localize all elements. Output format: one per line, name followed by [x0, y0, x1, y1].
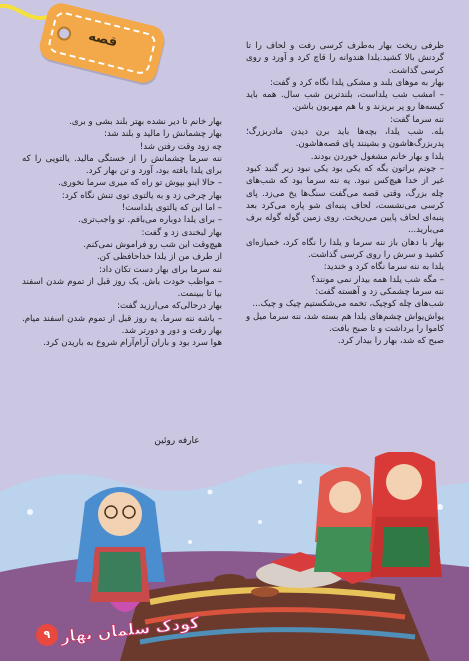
girl-figure-1 [314, 467, 376, 572]
tag-title: قصه [86, 28, 119, 51]
page-number-badge: ۹ [36, 624, 58, 646]
story-text-left-column: بهار خانم تا دیر نشده بهتر بلند بشی و بری. بهار چشمانش را مالید و بلند شد: چه زود وقت رفتن شد! ننه سرما چشمانش را از خستگی مالید. یالتویی را که برای یلدا بافته بود، آورد و تن بهار کرد. – حالا اینو بپوش تو راه که میری سرما نخوری. بهار چرخی زد و به یالتوی توی تنش نگاه کرد: – اما این که یالتوی یلداست! – برای یلدا دوباره می‌بافم. تو واجب‌تری. بهار لبخندی زد و گفت: هیچ‌وقت این شب رو فراموش نمی‌کنم. از طرف من از یلدا خداحافظی کن. ننه سرما برای بهار دست تکان داد: – مواظب خودت باش. یک روز قبل از تموم شدن اسفند بیا تا ببینمت. بهار درحالی‌که می‌ارزید گفت: – باشه ننه سرما. یه روز قبل از تموم شدن اسفند میام. بهار رفت و دور و دورتر شد. هوا سرد بود و باران آرام‌آرام شروع به باریدن کرد. [22, 117, 222, 349]
story-text-right-column: ظرفی ریخت بهار به‌طرف کرسی رفت و لحاف را تا گردنش بالا کشید.یلدا هندوانه را قاچ کرد و آورد و روی کرسی گذاشت. بهار به موهای بلند و مشکی یلدا نگاه کرد و گفت: – امشب شب یلداست، بلندترین شب سال. همه باید کیسه‌ها رو پر بریزند و با هم مهربون باشن. ننه سرما گفت: بله. شب یلدا، بچه‌ها باید برن دیدن مادربزرگ؛ پدربزرگ‌هاشون و بشینند پای قصه‌هاشون. یلدا و بهار خانم مشغول خوردن بودند. – جونم براتون بگه که یکی بود یکی نبود زیر گنبد کبود غیر از خدا هیچ‌کس نبود. یه ننه سرما بود که شب‌های چله بزرگ، وقتی قصه می‌گفت سنگ‌ها یخ می‌زد. پای کرسی می‌نشست، لحاف پنبه‌ای شو پاره می‌کرد بعد پنبه‌ای لحاف پایین می‌ریخت. روی زمین گوله گوله برف می‌بارید... بهار با دهان باز ننه سرما و یلدا را نگاه کرد، خمیازه‌ای کشید و سرش را روی کرسی گذاشت. یلدا به ننه سرما نگاه کرد و خندید: – مگه شب یلدا همه بیدار نمی مونند؟ ننه سرما چشمکی زد و آهسته گفت: شب‌های چله کوچیک، تخمه می‌شکستیم چیک و چیک... یواش‌یواش چشم‌های یلدا هم بسته شد، ننه سرما میل و کاموا را برداشت و تا صبح بافت. صبح که شد، بهار را بیدار کرد. [246, 41, 444, 347]
girl-figure-2 [370, 452, 442, 577]
author-name: عارفه روئین [154, 436, 200, 446]
magazine-logo: کودک سلمان بهار [59, 612, 201, 647]
story-tag-label [37, 0, 167, 85]
